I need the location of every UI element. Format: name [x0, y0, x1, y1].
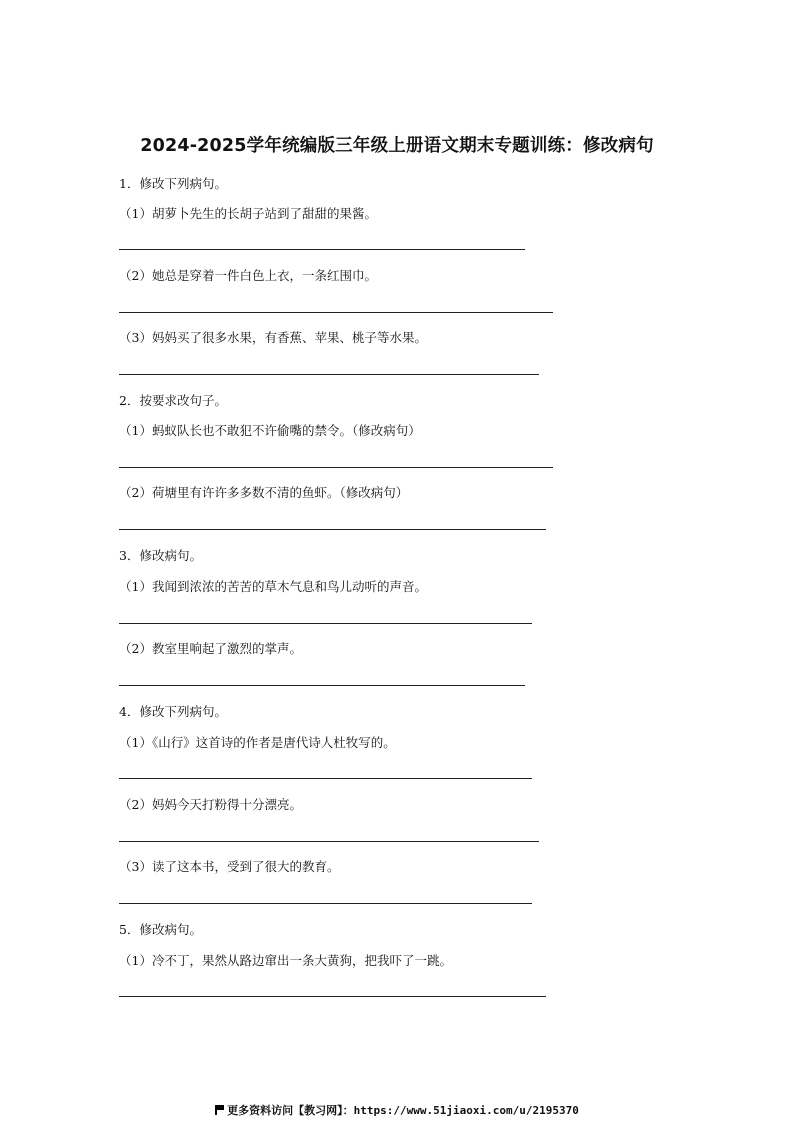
question-1-item-2: （2）她总是穿着一件白色上衣，一条红围巾。 [119, 268, 377, 283]
question-3-heading: 3．修改病句。 [119, 548, 202, 563]
answer-line[interactable] [119, 467, 553, 468]
question-1-item-3: （3）妈妈买了很多水果，有香蕉、苹果、桃子等水果。 [119, 330, 427, 345]
answer-line[interactable] [119, 841, 539, 842]
answer-line[interactable] [119, 374, 539, 375]
page-title: 2024-2025学年统编版三年级上册语文期末专题训练：修改病句 [140, 136, 654, 156]
question-2-item-2: （2）荷塘里有许许多多数不清的鱼虾。（修改病句） [119, 485, 409, 500]
answer-line[interactable] [119, 623, 532, 624]
question-1-heading: 1．修改下列病句。 [119, 176, 227, 191]
answer-line[interactable] [119, 685, 525, 686]
answer-line[interactable] [119, 249, 525, 250]
question-5-item-1: （1）冷不丁，果然从路边窜出一条大黄狗，把我吓了一跳。 [119, 953, 452, 968]
question-4-item-3: （3）读了这本书，受到了很大的教育。 [119, 859, 340, 874]
answer-line[interactable] [119, 778, 532, 779]
answer-line[interactable] [119, 312, 553, 313]
question-2-item-1: （1）蚂蚁队长也不敢犯不许偷嘴的禁令。（修改病句） [119, 423, 421, 438]
question-4-item-2: （2）妈妈今天打粉得十分漂亮。 [119, 797, 302, 812]
question-1-item-1: （1）胡萝卜先生的长胡子站到了甜甜的果酱。 [119, 206, 377, 221]
flag-icon [215, 1105, 224, 1115]
footer-link[interactable] [0, 1102, 794, 1118]
answer-line[interactable] [119, 529, 546, 530]
question-4-item-1: （1）《山行》这首诗的作者是唐代诗人杜牧写的。 [119, 735, 396, 750]
footer-text[interactable]: 更多资料访问【教习网】：https://www.51jiaoxi.com/u/2195370 [227, 1104, 579, 1117]
question-3-item-1: （1）我闻到浓浓的苦苦的草木气息和鸟儿动听的声音。 [119, 579, 427, 594]
question-2-heading: 2．按要求改句子。 [119, 393, 227, 408]
question-3-item-2: （2）教室里响起了激烈的掌声。 [119, 641, 302, 656]
answer-line[interactable] [119, 903, 532, 904]
answer-line[interactable] [119, 996, 546, 997]
question-4-heading: 4．修改下列病句。 [119, 704, 227, 719]
question-5-heading: 5．修改病句。 [119, 922, 202, 937]
